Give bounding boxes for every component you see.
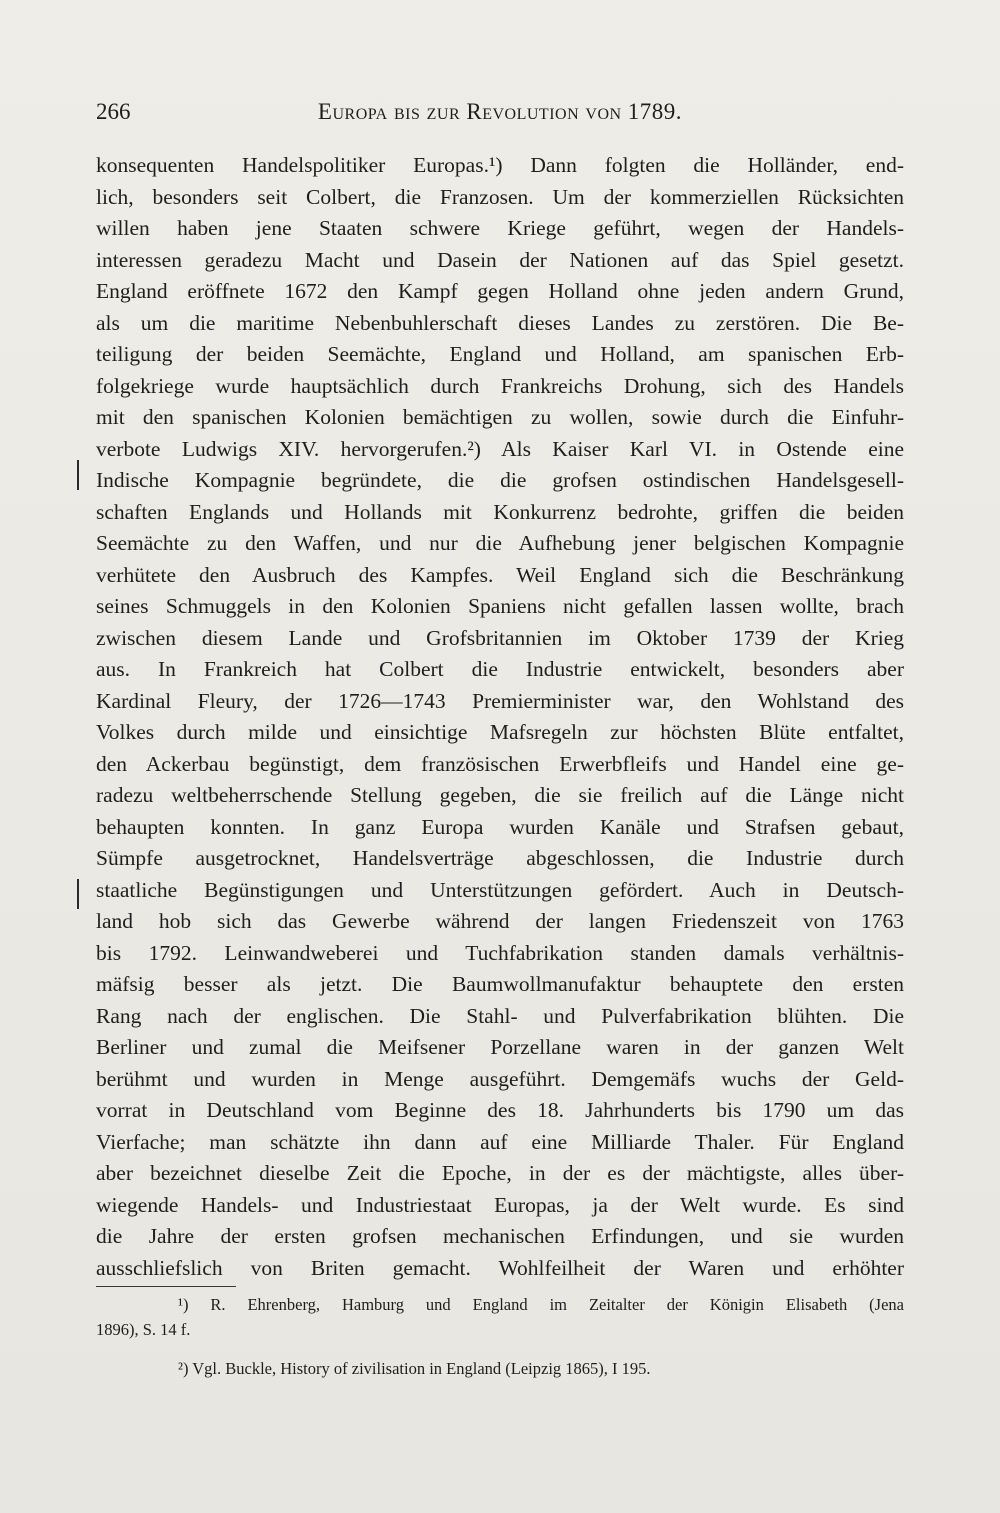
text-line: folgekriege wurde hauptsächlich durch Frankreichs Drohung, sich des Handels <box>96 373 904 398</box>
text-line: aber bezeichnet dieselbe Zeit die Epoche, in der es der mächtigste, alles über- <box>96 1161 904 1185</box>
footnotes <box>96 1292 904 1381</box>
footnote-line: 1896), S. 14 f. <box>96 1320 191 1339</box>
text-line: als um die maritime Nebenbuhlerschaft dieses Landes zu zerstören. Die Be- <box>96 310 904 335</box>
margin-mark <box>77 460 79 490</box>
text-line: land hob sich das Gewerbe während der langen Friedenszeit von 1763 <box>96 909 904 933</box>
text-line: konsequenten Handelspolitiker Europas.¹) Dann folgten die Holländer, end- <box>96 153 904 177</box>
text-line: wiegende Handels- und Industriestaat Europas, ja der Welt wurde. Es sind <box>96 1192 904 1217</box>
text-line: verhütete den Ausbruch des Kampfes. Weil England sich die Beschränkung <box>96 562 904 587</box>
text-line: ausschliefslich von Briten gemacht. Wohlfeilheit der Waren und erhöhter <box>96 1255 904 1280</box>
text-line: Indische Kompagnie begründete, die die grofsen ostindischen Handelsgesell- <box>96 468 904 492</box>
footnote-2 <box>96 1356 904 1381</box>
text-line: verbote Ludwigs XIV. hervorgerufen.²) Als Kaiser Karl VI. in Ostende eine <box>96 436 904 461</box>
page-header <box>96 95 904 131</box>
page-number: 266 <box>96 99 131 124</box>
footnote-line: ²) Vgl. Buckle, History of zivilisation in England (Leipzig 1865), I 195. <box>178 1359 651 1378</box>
margin-mark <box>77 879 79 909</box>
text-line: den Ackerbau begünstigt, dem französischen Erwerbfleifs und Handel eine ge- <box>96 751 904 776</box>
text-line: interessen geradezu Macht und Dasein der Nationen auf das Spiel gesetzt. <box>96 247 904 272</box>
text-line: Sümpfe ausgetrocknet, Handelsverträge abgeschlossen, die Industrie durch <box>96 846 904 870</box>
text-line: zwischen diesem Lande und Grofsbritannien im Oktober 1739 der Krieg <box>96 625 904 650</box>
text-line: lich, besonders seit Colbert, die Franzosen. Um der kommerziellen Rücksichten <box>96 184 904 209</box>
text-line: behaupten konnten. In ganz Europa wurden Kanäle und Strafsen gebaut, <box>96 814 904 839</box>
footnote-line: ¹) R. Ehrenberg, Hamburg und England im Zeitalter der Königin Elisabeth (Jena <box>178 1295 904 1314</box>
body-text <box>96 150 904 1284</box>
text-line: Vierfache; man schätzte ihn dann auf eine Milliarde Thaler. Für England <box>96 1129 904 1154</box>
text-line: Berliner und zumal die Meifsener Porzellane waren in der ganzen Welt <box>96 1035 904 1059</box>
text-line: berühmt und wurden in Menge ausgeführt. Demgemäfs wuchs der Geld- <box>96 1066 904 1091</box>
text-line: Seemächte zu den Waffen, und nur die Aufhebung jener belgischen Kompagnie <box>96 531 904 555</box>
text-line: aus. In Frankreich hat Colbert die Industrie entwickelt, besonders aber <box>96 657 904 681</box>
text-line: England eröffnete 1672 den Kampf gegen Holland ohne jeden andern Grund, <box>96 279 904 303</box>
text-line: Volkes durch milde und einsichtige Mafsregeln zur höchsten Blüte entfaltet, <box>96 720 904 744</box>
text-line: vorrat in Deutschland vom Beginne des 18. Jahrhunderts bis 1790 um das <box>96 1098 904 1122</box>
text-line: staatliche Begünstigungen und Unterstützungen gefördert. Auch in Deutsch- <box>96 877 904 902</box>
text-line: teiligung der beiden Seemächte, England und Holland, am spanischen Erb- <box>96 342 904 366</box>
text-line: die Jahre der ersten grofsen mechanischen Erfindungen, und sie wurden <box>96 1224 904 1248</box>
text-line: bis 1792. Leinwandweberei und Tuchfabrikation standen damals verhältnis- <box>96 940 904 965</box>
footnote-1 <box>96 1292 904 1342</box>
text-line: mit den spanischen Kolonien bemächtigen zu wollen, sowie durch die Einfuhr- <box>96 405 904 429</box>
running-title: Europa bis zur Revolution von 1789. <box>317 99 683 124</box>
text-line: radezu weltbeherrschende Stellung gegeben, die sie freilich auf die Länge nicht <box>96 783 904 807</box>
text-line: seines Schmuggels in den Kolonien Spaniens nicht gefallen lassen wollte, brach <box>96 594 904 618</box>
text-line: schaften Englands und Hollands mit Konkurrenz bedrohte, griffen die beiden <box>96 499 904 524</box>
text-line: Rang nach der englischen. Die Stahl- und Pulverfabrikation blühten. Die <box>96 1003 904 1028</box>
text-line: willen haben jene Staaten schwere Kriege geführt, wegen der Handels- <box>96 216 904 240</box>
text-line: mäfsig besser als jetzt. Die Baumwollmanufaktur behauptete den ersten <box>96 972 904 996</box>
text-line: Kardinal Fleury, der 1726—1743 Premierminister war, den Wohlstand des <box>96 688 904 713</box>
footnote-divider <box>96 1286 236 1287</box>
